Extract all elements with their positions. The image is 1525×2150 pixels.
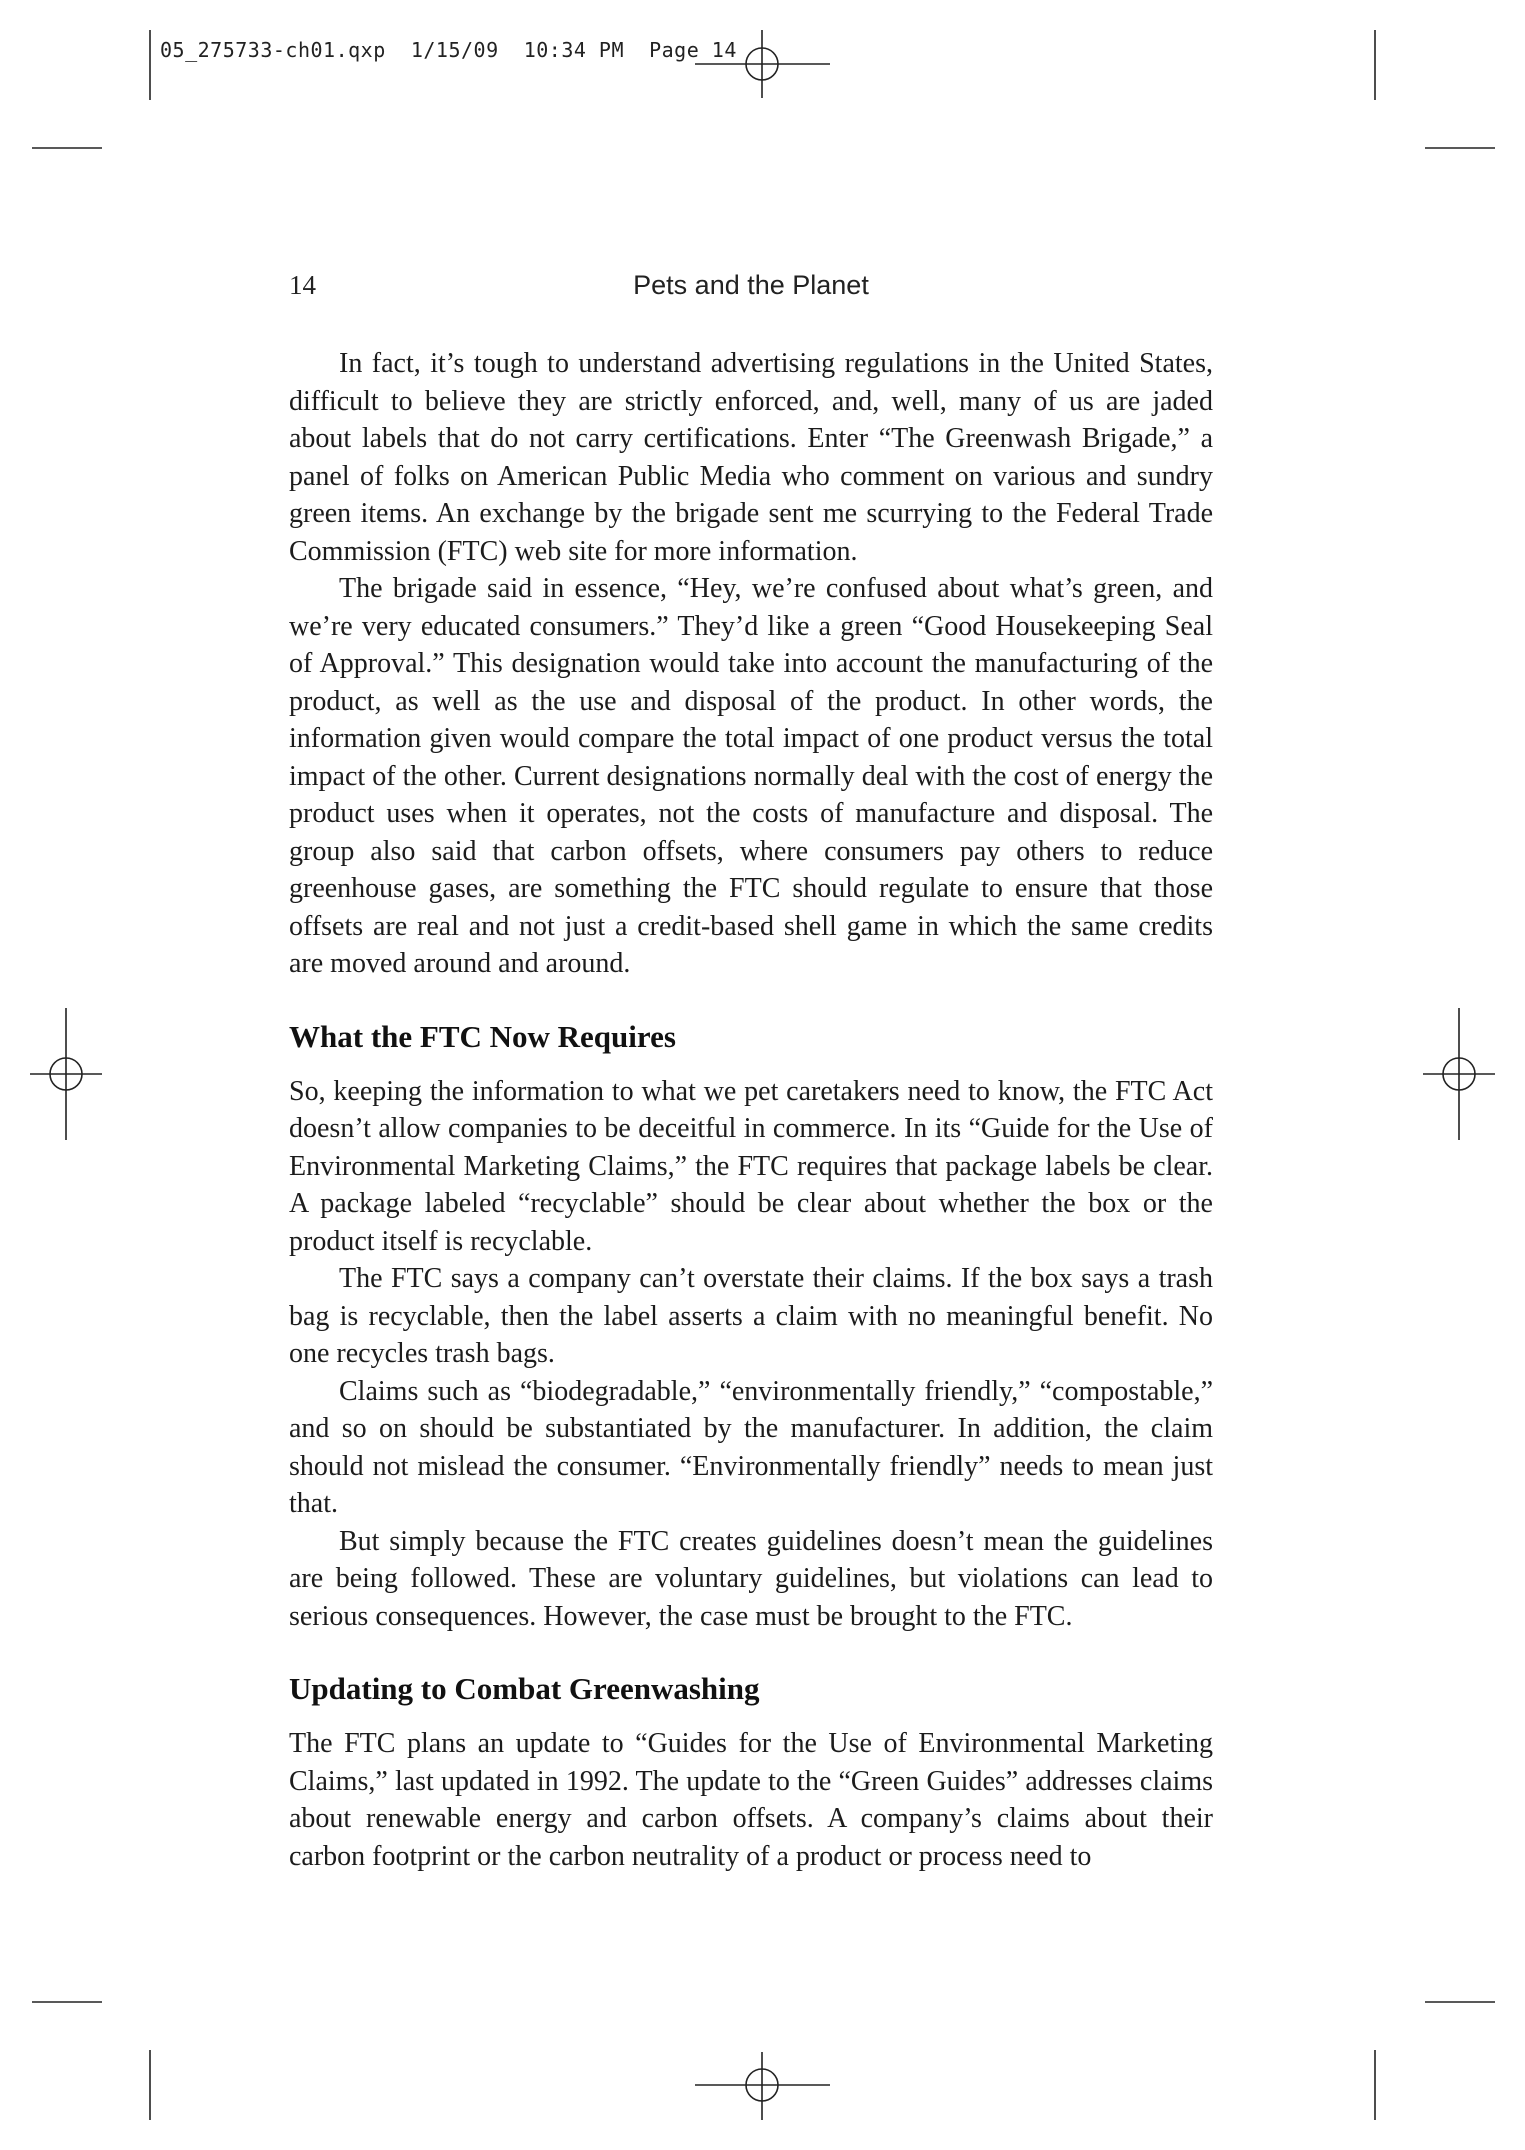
- section-heading: Updating to Combat Greenwashing: [289, 1671, 760, 1706]
- section-heading: What the FTC Now Requires: [289, 1018, 676, 1054]
- paragraph: In fact, it’s tough to understand advertising regulations in the United States, difficult to believe they are strictly enforced, and, well, many of us are jaded about labels that do not carry certifications. Enter “The Greenwash Brigade,” a panel of folks on American Public Media who comment on various and sundry green items. An exchange by the brigade sent me scurrying to the Federal Trade Commission (FTC) web site for more information.: [289, 348, 1213, 567]
- paragraph: But simply because the FTC creates guidelines doesn’t mean the guidelines are being followed. These are voluntary guidelines, but violations can lead to serious consequences. However, the case must be brought to the FTC.: [289, 1525, 1213, 1632]
- paragraph: Claims such as “biodegradable,” “environmentally friendly,” “compostable,” and so on should be substantiated by the manufacturer. In addition, the claim should not mislead the consumer. “Environmentally friendly” needs to mean just that.: [289, 1375, 1213, 1519]
- paragraph: The brigade said in essence, “Hey, we’re confused about what’s green, and we’re very educated consumers.” They’d like a green “Good Housekeeping Seal of Approval.” This designation would take into account the manufacturing of the product, as well as the use and disposal of the product. In other words, the information given would compare the total impact of one product versus the total impact of the other. Current designations normally deal with the cost of energy the product uses when it operates, not the costs of manufacture and disposal. The group also said that carbon offsets, where consumers pay others to reduce greenhouse gases, are something the FTC should regulate to ensure that those offsets are real and not just a credit-based shell game in which the same credits are moved around and around.: [289, 573, 1213, 979]
- registration-mark-bottom: [695, 2052, 830, 2120]
- printer-slug-line: 05_275733-ch01.qxp 1/15/09 10:34 PM Page 14: [160, 38, 737, 62]
- page-number: 14: [289, 270, 316, 300]
- paragraph: So, keeping the information to what we pet caretakers need to know, the FTC Act doesn’t allow companies to be deceitful in commerce. In its “Guide for the Use of Environmental Marketing Claims,” the FTC requires that package labels be clear. A package labeled “recyclable” should be clear about whether the box or the product itself is recyclable.: [289, 1075, 1213, 1257]
- paragraph: The FTC says a company can’t overstate their claims. If the box says a trash bag is recyclable, then the label asserts a claim with no meaningful benefit. No one recycles trash bags.: [289, 1263, 1213, 1369]
- body-text: [289, 345, 1213, 1875]
- registration-mark-right: [1423, 1008, 1495, 1140]
- running-head: [289, 270, 1213, 306]
- running-head-title: Pets and the Planet: [633, 270, 869, 300]
- registration-mark-top: [695, 30, 830, 98]
- registration-mark-left: [30, 1008, 102, 1140]
- paragraph: The FTC plans an update to “Guides for the Use of Environmental Marketing Claims,” last updated in 1992. The update to the “Green Guides” addresses claims about renewable energy and carbon offsets. A company’s claims about their carbon footprint or the carbon neutrality of a product or process need to: [289, 1728, 1213, 1872]
